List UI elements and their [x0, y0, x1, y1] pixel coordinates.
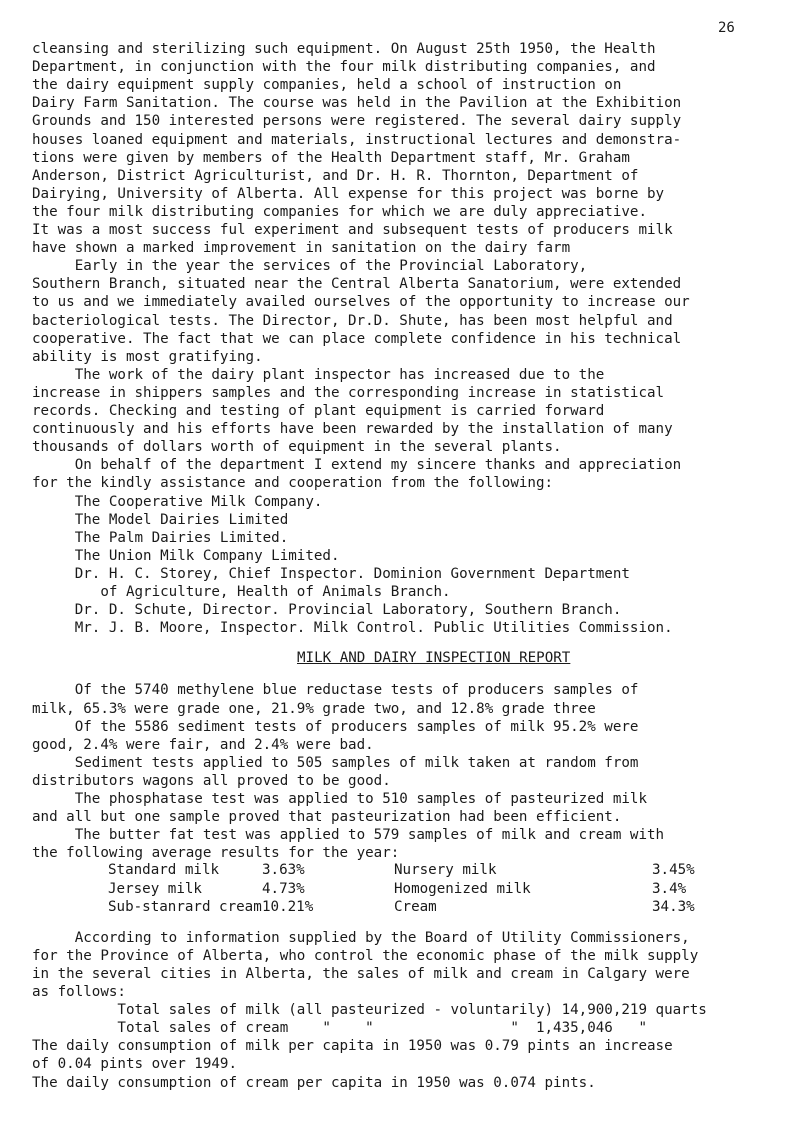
- fat-table-cell: 4.73%: [262, 880, 305, 897]
- text-line: The Union Milk Company Limited.: [32, 547, 340, 564]
- text-line: tions were given by members of the Health Department staff, Mr. Graham: [32, 149, 630, 166]
- text-line: in the several cities in Alberta, the sales of milk and cream in Calgary were: [32, 965, 690, 982]
- page-number: 26: [718, 20, 735, 36]
- fat-table-cell: Cream: [394, 898, 437, 915]
- text-line: and all but one sample proved that pasteurization had been efficient.: [32, 809, 622, 826]
- text-line: Dairying, University of Alberta. All expense for this project was borne by: [32, 185, 665, 202]
- text-line: The phosphatase test was applied to 510 samples of pasteurized milk: [32, 791, 647, 807]
- text-line: Grounds and 150 interested persons were registered. The several dairy supply: [32, 113, 682, 130]
- text-line: Total sales of milk (all pasteurized - voluntarily) 14,900,219 quarts: [32, 1002, 707, 1019]
- text-line: distributors wagons all proved to be good.: [32, 772, 391, 789]
- text-line: continuously and his efforts have been rewarded by the installation of many: [32, 421, 673, 438]
- text-line: The Cooperative Milk Company.: [32, 493, 323, 510]
- text-line: The butter fat test was applied to 579 samples of milk and cream with: [32, 827, 665, 844]
- text-line: of 0.04 pints over 1949.: [32, 1056, 237, 1073]
- fat-table-cell: Jersey milk: [108, 880, 202, 897]
- text-line: The Model Dairies Limited: [32, 511, 289, 528]
- text-line: The Palm Dairies Limited.: [32, 529, 289, 546]
- text-line: ability is most gratifying.: [32, 348, 263, 365]
- fat-table-cell: Nursery milk: [394, 862, 497, 879]
- text-line: the following average results for the year:: [32, 845, 400, 862]
- text-line: Anderson, District Agriculturist, and Dr. H. R. Thornton, Department of: [32, 167, 639, 184]
- text-line: houses loaned equipment and materials, instructional lectures and demonstra-: [32, 131, 682, 148]
- text-line: cooperative. The fact that we can place complete confidence in his technical: [32, 330, 682, 347]
- text-line: Dr. H. C. Storey, Chief Inspector. Dominion Government Department: [32, 565, 630, 582]
- text-line: Southern Branch, situated near the Central Alberta Sanatorium, were extended: [32, 276, 682, 293]
- text-line: Of the 5740 methylene blue reductase tests of producers samples of: [32, 682, 639, 699]
- text-line: milk, 65.3% were grade one, 21.9% grade two, and 12.8% grade three: [32, 700, 596, 717]
- text-line: Early in the year the services of the Provincial Laboratory,: [32, 258, 588, 275]
- fat-table-cell: Sub-stanrard cream: [108, 898, 262, 915]
- text-line: Dairy Farm Sanitation. The course was held in the Pavilion at the Exhibition: [32, 95, 682, 112]
- text-line: Department, in conjunction with the four milk distributing companies, and: [32, 59, 656, 76]
- text-line: thousands of dollars worth of equipment in the several plants.: [32, 439, 562, 456]
- text-line: the dairy equipment supply companies, held a school of instruction on: [32, 77, 622, 94]
- fat-table-cell: 3.63%: [262, 862, 305, 879]
- fat-table-cell: Standard milk: [108, 862, 220, 879]
- text-line: Total sales of cream " " " 1,435,046 ": [32, 1020, 647, 1037]
- text-line: The daily consumption of milk per capita in 1950 was 0.79 pints an increase: [32, 1038, 673, 1055]
- text-line: On behalf of the department I extend my sincere thanks and appreciation: [32, 457, 682, 474]
- text-line: for the kindly assistance and cooperation from the following:: [32, 475, 554, 492]
- text-line: good, 2.4% were fair, and 2.4% were bad.: [32, 736, 374, 753]
- fat-table-cell: Homogenized milk: [394, 880, 531, 897]
- text-line: to us and we immediately availed ourselves of the opportunity to increase our: [32, 294, 690, 311]
- text-line: It was a most success ful experiment and subsequent tests of producers milk: [32, 222, 673, 238]
- text-line: bacteriological tests. The Director, Dr.D. Shute, has been most helpful and: [32, 312, 673, 329]
- fat-table-cell: 10.21%: [262, 898, 314, 915]
- text-line: Mr. J. B. Moore, Inspector. Milk Control. Public Utilities Commission.: [32, 620, 673, 637]
- text-line: for the Province of Alberta, who control the economic phase of the milk supply: [32, 947, 699, 964]
- text-line: Dr. D. Schute, Director. Provincial Laboratory, Southern Branch.: [32, 602, 622, 619]
- text-line: of Agriculture, Health of Animals Branch.: [32, 584, 451, 600]
- text-line: Of the 5586 sediment tests of producers samples of milk 95.2% were: [32, 718, 639, 735]
- text-line: cleansing and sterilizing such equipment. On August 25th 1950, the Health: [32, 41, 656, 57]
- text-line: the four milk distributing companies for which we are duly appreciative.: [32, 203, 647, 220]
- fat-table-cell: 3.45%: [652, 862, 695, 879]
- fat-table-cell: 34.3%: [652, 898, 695, 915]
- fat-table-cell: 3.4%: [652, 880, 687, 897]
- section-heading: MILK AND DAIRY INSPECTION REPORT: [297, 650, 571, 667]
- text-line: records. Checking and testing of plant equipment is carried forward: [32, 403, 605, 419]
- text-line: The work of the dairy plant inspector has increased due to the: [32, 366, 605, 383]
- text-line: According to information supplied by the Board of Utility Commissioners,: [32, 929, 690, 946]
- text-line: as follows:: [32, 984, 126, 1000]
- text-line: The daily consumption of cream per capita in 1950 was 0.074 pints.: [32, 1074, 596, 1091]
- text-line: increase in shippers samples and the corresponding increase in statistical: [32, 384, 665, 401]
- text-line: have shown a marked improvement in sanitation on the dairy farm: [32, 240, 571, 257]
- text-line: Sediment tests applied to 505 samples of milk taken at random from: [32, 754, 639, 771]
